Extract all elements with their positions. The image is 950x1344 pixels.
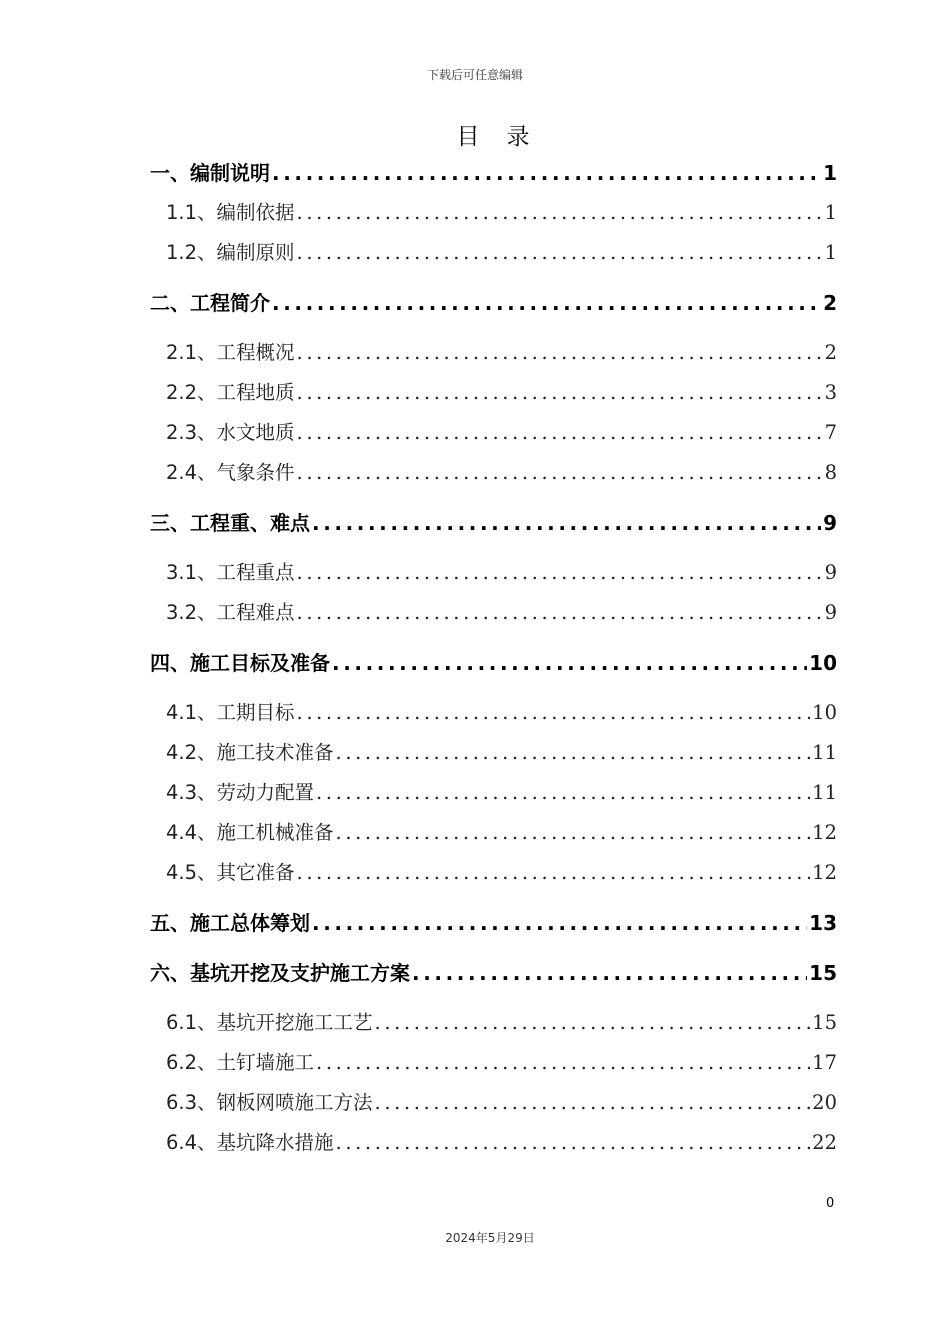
toc-leader-dots bbox=[412, 958, 807, 988]
toc-entry-page: 17 bbox=[812, 1051, 837, 1074]
toc-entry-page: 9 bbox=[824, 561, 837, 584]
toc-entry-page: 22 bbox=[812, 1131, 837, 1154]
toc-entry-label: 一、编制说明 bbox=[150, 161, 270, 185]
toc-entry-page: 9 bbox=[824, 601, 837, 624]
toc-entry-section[interactable] bbox=[166, 198, 837, 228]
toc-leader-dots bbox=[272, 158, 821, 188]
toc-entry-section[interactable] bbox=[166, 698, 837, 728]
toc-entry-page: 8 bbox=[824, 461, 837, 484]
toc-entry-section[interactable] bbox=[166, 238, 837, 268]
toc-leader-dots bbox=[297, 418, 823, 448]
toc-entry-section[interactable] bbox=[166, 558, 837, 588]
toc-entry-page: 12 bbox=[812, 861, 837, 884]
toc-entry-section[interactable] bbox=[166, 818, 837, 848]
toc-entry-chapter[interactable] bbox=[150, 288, 837, 318]
toc-leader-dots bbox=[312, 508, 821, 538]
toc-entry-label: 六、基坑开挖及支护施工方案 bbox=[150, 961, 410, 985]
toc-entry-section[interactable] bbox=[166, 418, 837, 448]
toc-entry-page: 15 bbox=[809, 961, 837, 985]
toc-entry-page: 1 bbox=[824, 201, 837, 224]
toc-leader-dots bbox=[375, 1088, 811, 1118]
toc-leader-dots bbox=[336, 738, 811, 768]
toc-leader-dots bbox=[332, 648, 807, 678]
toc-entry-chapter[interactable] bbox=[150, 648, 837, 678]
toc-entry-label: 6.2、土钉墙施工 bbox=[166, 1051, 315, 1074]
toc-entry-section[interactable] bbox=[166, 458, 837, 488]
footer-date: 2024年5月29日 bbox=[445, 1231, 535, 1245]
toc-entry-page: 20 bbox=[812, 1091, 837, 1114]
toc-entry-section[interactable] bbox=[166, 338, 837, 368]
toc-entry-label: 三、工程重、难点 bbox=[150, 511, 310, 535]
toc-entry-label: 2.4、气象条件 bbox=[166, 461, 295, 484]
toc-entry-label: 1.1、编制依据 bbox=[166, 201, 295, 224]
toc-leader-dots bbox=[297, 558, 823, 588]
toc-entry-section[interactable] bbox=[166, 1008, 837, 1038]
toc-entry-page: 13 bbox=[809, 911, 837, 935]
toc-entry-page: 2 bbox=[824, 341, 837, 364]
toc-entry-section[interactable] bbox=[166, 1128, 837, 1158]
toc-entry-page: 2 bbox=[823, 291, 837, 315]
header-note: 下载后可任意编辑 bbox=[426, 68, 523, 82]
toc-entry-label: 1.2、编制原则 bbox=[166, 241, 295, 264]
page-number: 0 bbox=[826, 1196, 835, 1211]
toc-entry-page: 1 bbox=[824, 241, 837, 264]
toc-entry-chapter[interactable] bbox=[150, 158, 837, 188]
toc-entry-section[interactable] bbox=[166, 598, 837, 628]
toc-entry-page: 10 bbox=[809, 651, 837, 675]
toc-entry-page: 12 bbox=[812, 821, 837, 844]
toc-leader-dots bbox=[297, 198, 823, 228]
toc-entry-chapter[interactable] bbox=[150, 958, 837, 988]
toc-entry-label: 4.2、施工技术准备 bbox=[166, 741, 334, 764]
toc-entry-page: 11 bbox=[812, 781, 837, 804]
toc-entry-page: 11 bbox=[812, 741, 837, 764]
toc-entry-page: 15 bbox=[812, 1011, 837, 1034]
toc-entry-label: 6.3、钢板网喷施工方法 bbox=[166, 1091, 373, 1114]
toc-entry-label: 2.1、工程概况 bbox=[166, 341, 295, 364]
toc-entry-section[interactable] bbox=[166, 1088, 837, 1118]
toc-leader-dots bbox=[336, 1128, 811, 1158]
toc-leader-dots bbox=[316, 778, 810, 808]
toc-entry-chapter[interactable] bbox=[150, 508, 837, 538]
toc-leader-dots bbox=[297, 858, 811, 888]
toc-entry-label: 3.2、工程难点 bbox=[166, 601, 295, 624]
toc-leader-dots bbox=[336, 818, 811, 848]
toc-entry-page: 3 bbox=[824, 381, 837, 404]
toc-leader-dots bbox=[297, 598, 823, 628]
toc-leader-dots bbox=[297, 698, 811, 728]
toc-entry-section[interactable] bbox=[166, 378, 837, 408]
toc-entry-label: 4.5、其它准备 bbox=[166, 861, 295, 884]
toc-entry-label: 二、工程简介 bbox=[150, 291, 270, 315]
toc-leader-dots bbox=[297, 338, 823, 368]
toc-entry-label: 2.2、工程地质 bbox=[166, 381, 295, 404]
toc-entry-section[interactable] bbox=[166, 1048, 837, 1078]
toc-leader-dots bbox=[297, 458, 823, 488]
toc-leader-dots bbox=[312, 908, 807, 938]
toc-entry-label: 4.4、施工机械准备 bbox=[166, 821, 334, 844]
toc-entry-section[interactable] bbox=[166, 778, 837, 808]
toc-leader-dots bbox=[297, 238, 823, 268]
toc-entry-page: 7 bbox=[824, 421, 837, 444]
toc-leader-dots bbox=[316, 1048, 810, 1078]
toc-entry-label: 4.3、劳动力配置 bbox=[166, 781, 315, 804]
toc-entry-page: 1 bbox=[823, 161, 837, 185]
toc-entry-label: 3.1、工程重点 bbox=[166, 561, 295, 584]
toc-entry-label: 2.3、水文地质 bbox=[166, 421, 295, 444]
toc-title: 目 录 bbox=[456, 124, 532, 150]
toc-entry-label: 四、施工目标及准备 bbox=[150, 651, 330, 675]
toc-entry-label: 6.1、基坑开挖施工工艺 bbox=[166, 1011, 373, 1034]
toc-leader-dots bbox=[297, 378, 823, 408]
toc-entry-label: 五、施工总体筹划 bbox=[150, 911, 310, 935]
toc-entry-label: 4.1、工期目标 bbox=[166, 701, 295, 724]
toc-entry-page: 10 bbox=[812, 701, 837, 724]
toc-entry-label: 6.4、基坑降水措施 bbox=[166, 1131, 334, 1154]
toc-entry-page: 9 bbox=[823, 511, 837, 535]
toc-leader-dots bbox=[272, 288, 821, 318]
toc-entry-section[interactable] bbox=[166, 738, 837, 768]
toc-entry-chapter[interactable] bbox=[150, 908, 837, 938]
toc-entry-section[interactable] bbox=[166, 858, 837, 888]
toc-leader-dots bbox=[375, 1008, 811, 1038]
